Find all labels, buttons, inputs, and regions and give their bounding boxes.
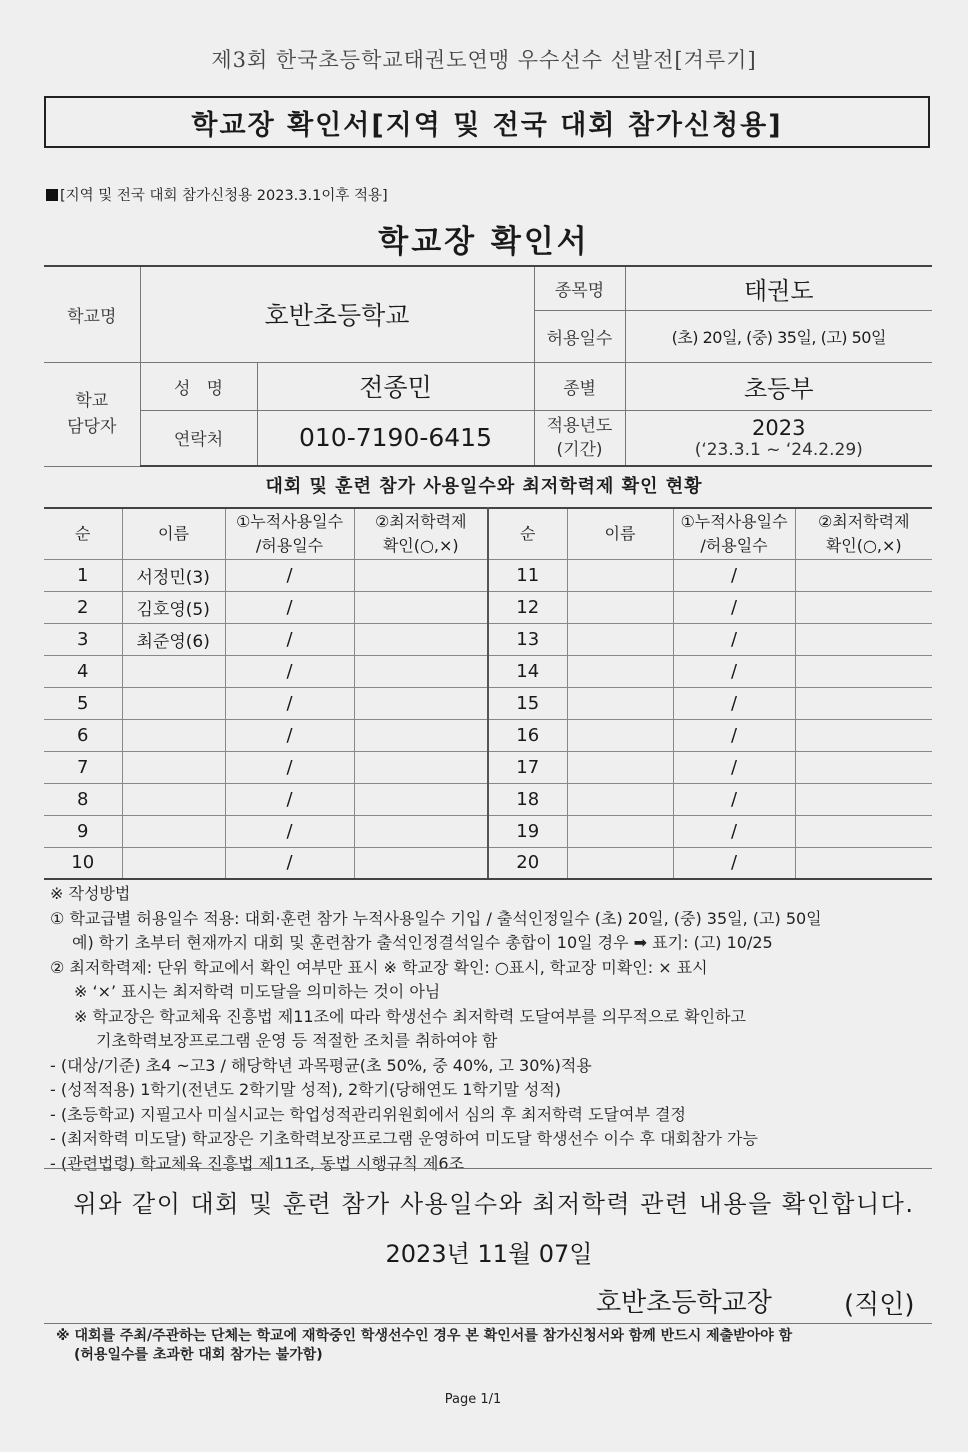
- confirm-statement: 위와 같이 대회 및 훈련 참가 사용일수와 최저학력 관련 내용을 확인합니다.: [73, 1190, 915, 1218]
- allowed-days-value: (초) 20일, (중) 35일, (고) 50일: [625, 310, 932, 362]
- notes-heading: ※ 작성방법: [50, 884, 131, 903]
- check-cell-2: [795, 815, 932, 847]
- document-header: 제3회 한국초등학교태권도연맹 우수선수 선발전[겨루기]: [211, 48, 757, 72]
- note-1: ① 학교급별 허용일수 적용: 대회·훈련 참가 누적사용일수 기입 / 출석인정일수 (초) 20일, (중) 35일, (고) 50일: [50, 908, 822, 928]
- student-name-2: [567, 687, 673, 719]
- category-value: 초등부: [625, 362, 932, 410]
- student-name-2: [567, 719, 673, 751]
- note-3: ※ ‘×’ 표시는 최저학력 미도달을 의미하는 것이 아님: [74, 982, 441, 1001]
- row-number-2: 18: [488, 783, 567, 815]
- row-number: 4: [44, 655, 122, 687]
- manager-label: 학교 담당자: [44, 362, 140, 466]
- row-number: 10: [44, 847, 122, 879]
- title-box: 학교장 확인서[지역 및 전국 대회 참가신청용]: [44, 96, 930, 148]
- days-cell: /: [225, 719, 354, 751]
- check-cell: [354, 783, 488, 815]
- note-2-num: ②: [50, 957, 65, 977]
- year-period: (‘23.3.1 ~ ‘24.2.29): [694, 439, 863, 460]
- student-name: [122, 783, 225, 815]
- school-name: 호반초등학교: [140, 266, 534, 362]
- row-number: 6: [44, 719, 122, 751]
- allowed-days-label: 허용일수: [534, 310, 625, 362]
- check-cell-2: [795, 623, 932, 655]
- check-cell: [354, 559, 488, 591]
- seal-mark: (직인): [844, 1290, 915, 1320]
- row-number: 2: [44, 591, 122, 623]
- square-bullet-icon: [46, 189, 58, 201]
- note-1-example: 예) 학기 초부터 현재까지 대회 및 훈련참가 출석인정결석일수 총합이 10일 경우 ➡ 표기: (고) 10/25: [72, 933, 773, 952]
- row-number-2: 17: [488, 751, 567, 783]
- row-number-2: 19: [488, 815, 567, 847]
- table-row: [44, 655, 932, 687]
- row-number: 3: [44, 623, 122, 655]
- row-number: 1: [44, 559, 122, 591]
- row-number-2: 15: [488, 687, 567, 719]
- student-name: [122, 847, 225, 879]
- main-title: 학교장 확인서: [378, 224, 590, 260]
- notes-section: [50, 882, 920, 1176]
- check-cell: [354, 815, 488, 847]
- contact-value: 010-7190-6415: [257, 410, 534, 466]
- student-name: 서정민(3): [122, 559, 225, 591]
- student-name: 김호영(5): [122, 591, 225, 623]
- days-cell-2: /: [673, 687, 795, 719]
- days-cell: /: [225, 559, 354, 591]
- header-name-2: 이름: [567, 508, 673, 559]
- check-cell: [354, 847, 488, 879]
- header-no: 순: [44, 508, 122, 559]
- check-cell: [354, 719, 488, 751]
- year-value: 2023: [752, 415, 806, 440]
- note-1-num: ①: [50, 908, 65, 928]
- student-name-2: [567, 815, 673, 847]
- row-number-2: 14: [488, 655, 567, 687]
- header-days-2: ①누적사용일수 /허용일수: [673, 508, 795, 559]
- check-cell: [354, 591, 488, 623]
- days-cell-2: /: [673, 815, 795, 847]
- detail-3: - (초등학교) 지필고사 미실시교는 학업성적관리위원회에서 심의 후 최저학력 도달여부 결정: [50, 1104, 686, 1124]
- check-cell-2: [795, 591, 932, 623]
- note-2: ② 최저학력제: 단위 학교에서 확인 여부만 표시 ※ 학교장 확인: ○표시, 학교장 미확인: × 표시: [50, 957, 708, 977]
- days-cell-2: /: [673, 655, 795, 687]
- year-label: 적용년도 (기간): [534, 410, 625, 466]
- table-row: [44, 847, 932, 879]
- footnote-line-1: ※ 대회를 주최/주관하는 단체는 학교에 재학중인 학생선수인 경우 본 확인서를 참가신청서와 함께 반드시 제출받아야 함: [56, 1328, 793, 1344]
- row-number: 7: [44, 751, 122, 783]
- student-name-2: [567, 751, 673, 783]
- check-cell: [354, 751, 488, 783]
- page-number: Page 1/1: [444, 1392, 502, 1407]
- student-name-2: [567, 783, 673, 815]
- student-name-2: [567, 655, 673, 687]
- student-name-2: [567, 591, 673, 623]
- row-number: 5: [44, 687, 122, 719]
- note-4: ※ 학교장은 학교체육 진흥법 제11조에 따라 학생선수 최저학력 도달여부를 의무적으로 확인하고: [74, 1006, 746, 1026]
- table-row: [44, 591, 932, 623]
- days-cell: /: [225, 815, 354, 847]
- section-title: 대회 및 훈련 참가 사용일수와 최저학력제 확인 현황: [265, 476, 703, 497]
- days-cell: /: [225, 591, 354, 623]
- table-row: [44, 559, 932, 591]
- header-name: 이름: [122, 508, 225, 559]
- principal-name: 호반초등학교장: [596, 1288, 772, 1318]
- table-row: [44, 719, 932, 751]
- category-label: 종별: [534, 362, 625, 410]
- days-cell: /: [225, 751, 354, 783]
- divider-bottom: [44, 1323, 932, 1324]
- applied-note: [지역 및 전국 대회 참가신청용 2023.3.1이후 적용]: [46, 184, 388, 205]
- footnote-line-2: (허용일수를 초과한 대회 참가는 불가함): [74, 1347, 323, 1363]
- student-name: [122, 687, 225, 719]
- row-number-2: 13: [488, 623, 567, 655]
- row-number-2: 12: [488, 591, 567, 623]
- days-cell: /: [225, 623, 354, 655]
- row-number: 9: [44, 815, 122, 847]
- days-cell: /: [225, 847, 354, 879]
- check-cell: [354, 623, 488, 655]
- days-cell-2: /: [673, 623, 795, 655]
- days-cell: /: [225, 687, 354, 719]
- student-name: [122, 719, 225, 751]
- header-days: ①누적사용일수 /허용일수: [225, 508, 354, 559]
- days-cell-2: /: [673, 719, 795, 751]
- info-table: [44, 265, 932, 467]
- table-row: [44, 687, 932, 719]
- row-number-2: 11: [488, 559, 567, 591]
- table-row: [44, 783, 932, 815]
- check-cell-2: [795, 847, 932, 879]
- student-name: [122, 655, 225, 687]
- name-label: 성 명: [140, 362, 257, 410]
- check-cell-2: [795, 559, 932, 591]
- check-cell-2: [795, 719, 932, 751]
- student-name-2: [567, 847, 673, 879]
- table-row: [44, 623, 932, 655]
- days-cell-2: /: [673, 591, 795, 623]
- divider-top: [44, 1168, 932, 1169]
- year-cell: [625, 410, 932, 466]
- student-name-2: [567, 559, 673, 591]
- header-no-2: 순: [488, 508, 567, 559]
- detail-1: - (대상/기준) 초4 ~고3 / 해당학년 과목평균(초 50%, 중 40%, 고 30%)적용: [50, 1055, 592, 1075]
- contact-label: 연락처: [140, 410, 257, 466]
- student-name: 최준영(6): [122, 623, 225, 655]
- row-number-2: 20: [488, 847, 567, 879]
- student-name-2: [567, 623, 673, 655]
- check-cell-2: [795, 655, 932, 687]
- footnote: [56, 1327, 936, 1365]
- detail-4: - (최저학력 미도달) 학교장은 기초학력보장프로그램 운영하여 미도달 학생선수 이수 후 대회참가 가능: [50, 1129, 758, 1148]
- header-check-2: ②최저학력제 확인(○,×): [795, 508, 932, 559]
- note-4-cont: 기초학력보장프로그램 운영 등 적절한 조치를 취하여야 함: [96, 1031, 498, 1050]
- days-cell: /: [225, 783, 354, 815]
- header-check: ②최저학력제 확인(○,×): [354, 508, 488, 559]
- days-cell-2: /: [673, 559, 795, 591]
- event-value: 태권도: [625, 266, 932, 310]
- table-row: [44, 815, 932, 847]
- days-cell: /: [225, 655, 354, 687]
- check-cell-2: [795, 751, 932, 783]
- confirm-date: 2023년 11월 07일: [385, 1240, 593, 1268]
- days-cell-2: /: [673, 847, 795, 879]
- check-cell: [354, 655, 488, 687]
- check-cell-2: [795, 687, 932, 719]
- roster-header-row: [44, 508, 932, 559]
- days-cell-2: /: [673, 751, 795, 783]
- row-number: 8: [44, 783, 122, 815]
- roster-body: [44, 508, 932, 879]
- student-name: [122, 751, 225, 783]
- check-cell-2: [795, 783, 932, 815]
- student-name: [122, 815, 225, 847]
- event-label: 종목명: [534, 266, 625, 310]
- school-label: 학교명: [44, 266, 140, 362]
- row-number-2: 16: [488, 719, 567, 751]
- roster-table: [44, 507, 932, 880]
- detail-2: - (성적적용) 1학기(전년도 2학기말 성적), 2학기(당해연도 1학기말 성적): [50, 1080, 562, 1099]
- table-row: [44, 751, 932, 783]
- days-cell-2: /: [673, 783, 795, 815]
- manager-name: 전종민: [257, 362, 534, 410]
- detail-5: - (관련법령) 학교체육 진흥법 제11조, 동법 시행규칙 제6조: [50, 1153, 465, 1173]
- check-cell: [354, 687, 488, 719]
